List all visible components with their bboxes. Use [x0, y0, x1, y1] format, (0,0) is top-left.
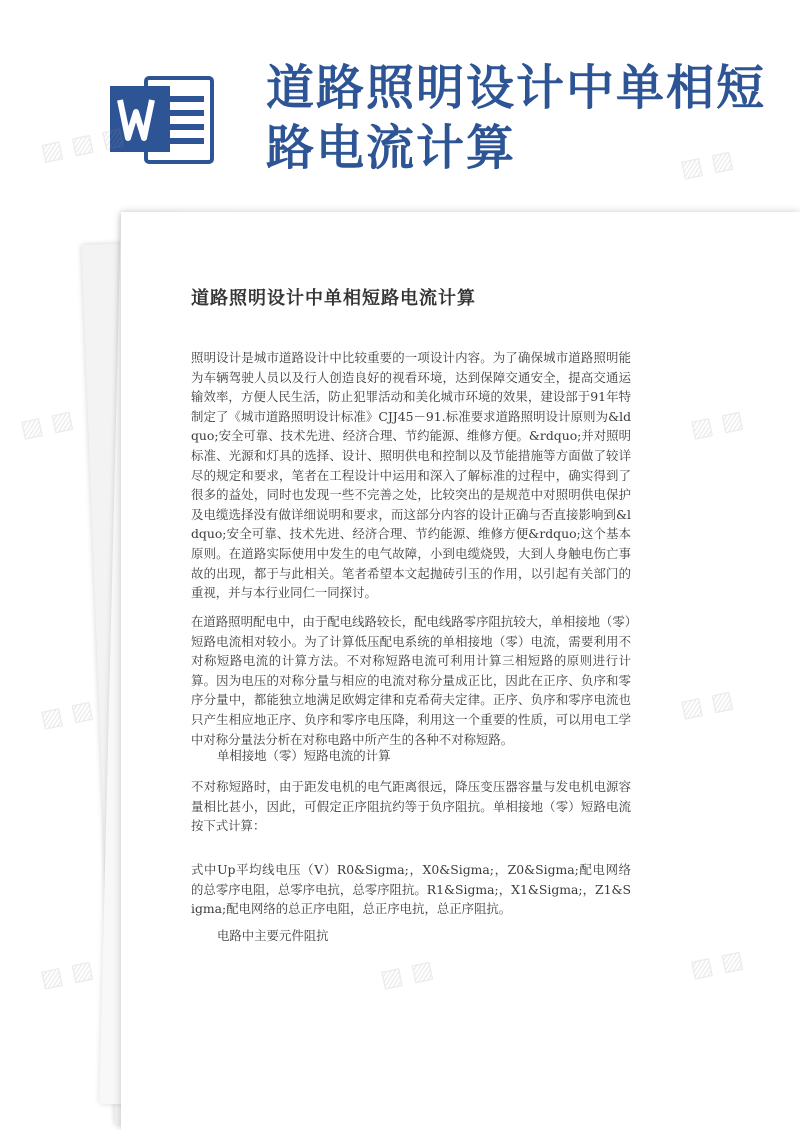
watermark-mark: ▨ ▨ [37, 954, 97, 994]
watermark-mark: ▨ ▨ [37, 694, 97, 734]
watermark-mark: ▨ ▨ [17, 404, 77, 444]
word-document-icon [108, 72, 218, 168]
section-heading-components: 电路中主要元件阻抗 [217, 928, 329, 943]
banner [0, 0, 800, 215]
paragraph-intro: 照明设计是城市道路设计中比较重要的一项设计内容。为了确保城市道路照明能为车辆驾驶人员以及行人创造良好的视看环境，达到保障交通安全，提高交通运输效率，方便人民生活，防止犯罪活动和美化城市环境的效果，建设部于91年特制定了《城市道路照明设计标准》CJJ45－91.标准要求道路照明设计原则为&ldquo;安全可靠、技术先进、经济合理、节约能源、维修方便。&rdquo;并对照明标准、光源和灯具的选择、设计、照明供电和控制以及节能措施等方面做了较详尽的规定和要求，笔者在工程设计中运用和深入了解标准的过程中，确实得到了很多的益处，同时也发现一些不完善之处，比较突出的是规范中对照明供电保护及电缆选择没有做详细说明和要求，而这部分内容的设计正确与否直接影响到&ldquo;安全可靠、技术先进、经济合理、节约能源、维修方便&rdquo;这个基本原则。在道路实际使用中发生的电气故障，小到电缆烧毁，大到人身触电伤亡事故的出现，都于与此相关。笔者希望本文起抛砖引玉的作用，以引起有关部门的重视，并与本行业同仁一同探讨。 [191, 350, 631, 601]
paragraph-asymmetric-short: 不对称短路时，由于距发电机的电气距离很远，降压变压器容量与发电机电源容量相比甚小，因此，可假定正序阻抗约等于负序阻抗。单相接地（零）短路电流按下式计算： [191, 779, 631, 834]
paragraph-formula-legend: 式中Up平均线电压（V）R0&Sigma;，X0&Sigma;，Z0&Sigma;配电网络的总零序电阻，总零序电抗，总零序阻抗。R1&Sigma;，X1&Sigma;，Z1&Sigma;配电网络的总正序电阻，总正序电抗，总正序阻抗。 [191, 862, 631, 917]
document-page [121, 212, 800, 1130]
section-heading: 单相接地（零）短路电流的计算 [217, 748, 391, 763]
document-title: 道路照明设计中单相短路电流计算 [191, 288, 476, 309]
paragraph-symmetric-components: 在道路照明配电中，由于配电线路较长，配电线路零序阻抗较大，单相接地（零）短路电流相对较小。为了计算低压配电系统的单相接地（零）电流，需要利用不对称短路电流的计算方法。不对称短路电流可利用计算三相短路的原则进行计算。因为电压的对称分量与相应的电流对称分量成正比，因此在正序、负序和零序分量中，都能独立地满足欧姆定律和克希荷夫定律。正序、负序和零序电流也只产生相应地正序、负序和零序电压降，利用这一个重要的性质，可以用电工学中对称分量法分析在对称电路中所产生的各种不对称短路。 [191, 614, 631, 747]
banner-title: 道路照明设计中单相短路电流计算 [266, 60, 767, 176]
